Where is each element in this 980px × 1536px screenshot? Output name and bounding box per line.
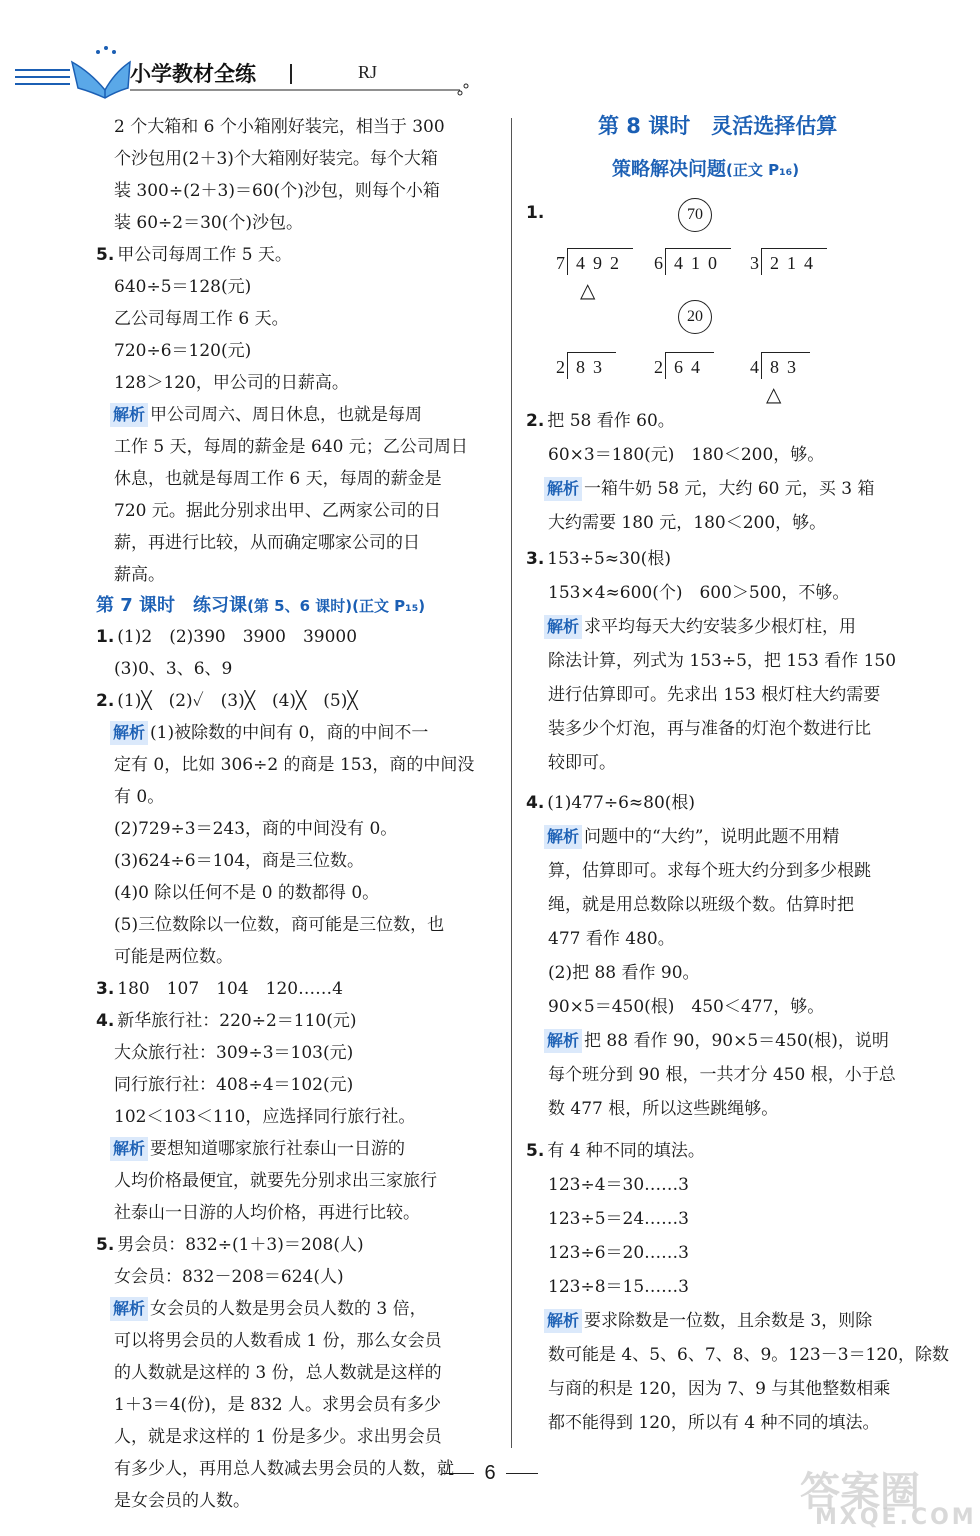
text-line: 123÷8＝15……3 <box>548 1277 689 1297</box>
question-number: 1. <box>96 627 115 648</box>
item-2 <box>526 408 675 434</box>
analysis-line <box>110 720 428 746</box>
strategy-subtitle: (正文 P₁₆) <box>726 161 800 179</box>
text-line: 都不能得到 120，所以有 4 种不同的填法。 <box>548 1413 880 1433</box>
text-line: 的人数就是这样的 3 份，总人数就是这样的 <box>114 1363 442 1384</box>
divisor: 4 <box>750 357 759 377</box>
lesson-subtitle: (第 5、6 课时)(正文 P₁₅) <box>247 597 426 616</box>
page-header <box>0 0 980 110</box>
question-number: 3. <box>526 549 545 569</box>
text-line: 2 个大箱和 6 个小箱刚好装完，相当于 300 <box>114 117 445 137</box>
analysis-tag: 解析 <box>544 825 582 849</box>
text-line: 工作 5 天，每周的薪金是 640 元；乙公司周日 <box>114 437 468 457</box>
item-1 <box>96 624 357 650</box>
watermark-logo: 答案圈 <box>800 1469 920 1515</box>
column-divider <box>511 118 512 1448</box>
text-line: 可以将男会员的人数看成 1 份，那么女会员 <box>114 1331 442 1352</box>
header-rule <box>130 82 610 102</box>
text-line: 求平均每天大约安装多少根灯柱，用 <box>584 617 857 637</box>
text-line: 算，估算即可。求每个班大约分到多少根跳 <box>548 861 871 881</box>
analysis-line <box>110 1136 405 1162</box>
page-dash <box>506 1473 538 1474</box>
dividend: 83 <box>567 352 616 379</box>
text-line: (1)2 (2)390 3900 39000 <box>117 627 358 648</box>
analysis-line <box>544 614 856 640</box>
text-line: 定有 0，比如 306÷2 的商是 153，商的中间没 <box>114 755 475 776</box>
text-line: 是女会员的人数。 <box>114 1491 250 1512</box>
long-division <box>654 248 731 275</box>
text-line: (4)0 除以任何不是 0 的数都得 0。 <box>114 883 380 904</box>
text-line: 装 60÷2＝30(个)沙包。 <box>114 213 303 233</box>
text-line: 有多少人，再用总人数减去男会员的人数，就 <box>114 1459 454 1480</box>
text-line: 128＞120，甲公司的日薪高。 <box>114 373 349 393</box>
lesson-8-heading: 第 8 课时 灵活选择估算 <box>598 114 838 138</box>
title-separator <box>290 64 292 84</box>
text-line: 甲公司每周工作 5 天。 <box>117 245 292 265</box>
text-line: (1)477÷6≈80(根) <box>547 793 696 813</box>
book-logo-icon <box>10 42 135 102</box>
analysis-tag: 解析 <box>544 1029 582 1053</box>
text-line: 除法计算，列式为 153÷5，把 153 看作 150 <box>548 651 897 671</box>
question-number: 5. <box>526 1141 545 1161</box>
text-line: 123÷5＝24……3 <box>548 1209 689 1229</box>
text-line: 人，就是求这样的 1 份是多少。求出男会员 <box>114 1427 442 1448</box>
text-line: 153÷5≈30(根) <box>547 549 671 569</box>
dividend: 214 <box>761 248 827 275</box>
dividend: 83 <box>761 352 810 379</box>
item-2 <box>96 688 358 714</box>
text-line: 720÷6＝120(元) <box>114 341 252 361</box>
text-line: 男会员：832÷(1＋3)＝208(人) <box>117 1235 364 1256</box>
text-line: 60×3＝180(元) 180＜200，够。 <box>548 445 825 465</box>
divisor: 2 <box>556 357 565 377</box>
question-number: 4. <box>526 793 545 813</box>
text-line: 薪高。 <box>114 565 165 585</box>
text-line: 180 107 104 120……4 <box>117 979 343 1000</box>
estimate-circle: 70 <box>678 198 712 232</box>
text-line: 一箱牛奶 58 元，大约 60 元，买 3 箱 <box>584 479 875 499</box>
watermark-url: MXQE.COM <box>815 1505 977 1530</box>
text-line: 477 看作 480。 <box>548 929 675 949</box>
text-line: (3)0、3、6、9 <box>114 659 233 680</box>
question-number: 5. <box>96 1235 115 1256</box>
text-line: 装多少个灯泡，再与准备的灯泡个数进行比 <box>548 719 871 739</box>
edition-label: RJ <box>358 62 378 82</box>
dividend: 492 <box>567 248 633 275</box>
strategy-heading <box>612 154 799 181</box>
divisor: 2 <box>654 357 663 377</box>
divisor: 3 <box>750 253 759 273</box>
analysis-line <box>544 1308 872 1334</box>
item-3 <box>96 976 343 1002</box>
text-line: 休息，也就是每周工作 6 天，每周的薪金是 <box>114 469 442 489</box>
text-line: 女会员：832－208＝624(人) <box>114 1267 344 1288</box>
text-line: 薪，再进行比较，从而确定哪家公司的日 <box>114 533 420 553</box>
question-number: 4. <box>96 1011 115 1032</box>
analysis-tag: 解析 <box>544 615 582 639</box>
dividend: 64 <box>665 352 714 379</box>
divisor: 6 <box>654 253 663 273</box>
analysis-line <box>544 824 839 850</box>
long-division <box>556 352 616 379</box>
question-number: 2. <box>96 691 115 712</box>
text-line: 153×4≈600(个) 600＞500，不够。 <box>548 583 850 603</box>
analysis-tag: 解析 <box>110 721 148 745</box>
analysis-line <box>544 476 875 502</box>
triangle-mark: △ <box>580 278 596 302</box>
item-5 <box>526 1138 705 1164</box>
long-division <box>750 352 810 379</box>
text-line: 把 58 看作 60。 <box>547 411 675 431</box>
text-line: 每个班分到 90 根，一共才分 450 根，小于总 <box>548 1065 896 1085</box>
estimate-circle: 20 <box>678 300 712 334</box>
text-line: 进行估算即可。先求出 153 根灯柱大约需要 <box>548 685 881 705</box>
text-line: 乙公司每周工作 6 天。 <box>114 309 289 329</box>
question-number-label: 1. <box>526 203 545 223</box>
divisor: 7 <box>556 253 565 273</box>
long-division <box>556 248 633 275</box>
text-line: 大众旅行社：309÷3＝103(元) <box>114 1043 354 1064</box>
analysis-tag: 解析 <box>110 1137 148 1161</box>
text-line: 数 477 根，所以这些跳绳够。 <box>548 1099 779 1119</box>
text-line: 女会员的人数是男会员人数的 3 倍， <box>150 1299 427 1320</box>
text-line: (2)729÷3＝243，商的中间没有 0。 <box>114 819 398 840</box>
text-line: 把 88 看作 90，90×5＝450(根)，说明 <box>584 1031 889 1051</box>
analysis-tag: 解析 <box>110 403 148 427</box>
text-line: 要求除数是一位数，且余数是 3，则除 <box>584 1311 873 1331</box>
text-line: 与商的积是 120，因为 7、9 与其他整数相乘 <box>548 1379 891 1399</box>
text-line: 90×5＝450(根) 450＜477，够。 <box>548 997 825 1017</box>
long-division <box>750 248 827 275</box>
text-line: 甲公司周六、周日休息，也就是每周 <box>150 405 423 425</box>
text-line: 同行旅行社：408÷4＝102(元) <box>114 1075 354 1096</box>
analysis-line <box>110 402 422 428</box>
text-line: 123÷6＝20……3 <box>548 1243 689 1263</box>
book-title: 小学教材全练 <box>130 62 256 86</box>
text-line: 数可能是 4、5、6、7、8、9。123－3＝120，除数 <box>548 1345 950 1365</box>
item-4 <box>96 1008 357 1034</box>
analysis-tag: 解析 <box>544 477 582 501</box>
text-line: 1＋3＝4(份)，是 832 人。求男会员有多少 <box>114 1395 441 1416</box>
text-line: 大约需要 180 元，180＜200，够。 <box>548 513 827 533</box>
text-line: 123÷4＝30……3 <box>548 1175 689 1195</box>
text-line: 720 元。据此分别求出甲、乙两家公司的日 <box>114 501 441 521</box>
strategy-title: 策略解决问题 <box>612 158 727 180</box>
question-number: 3. <box>96 979 115 1000</box>
text-line: 102＜103＜110，应选择同行旅行社。 <box>114 1107 416 1128</box>
question-5 <box>96 242 292 268</box>
lesson-7-heading <box>96 592 425 620</box>
text-line: 要想知道哪家旅行社泰山一日游的 <box>150 1139 406 1160</box>
text-line: 有 4 种不同的填法。 <box>547 1141 705 1161</box>
text-line: 装 300÷(2＋3)＝60(个)沙包，则每个小箱 <box>114 181 440 201</box>
text-line: 人均价格最便宜，就要先分别求出三家旅行 <box>114 1171 437 1192</box>
text-line: 社泰山一日游的人均价格，再进行比较。 <box>114 1203 420 1224</box>
text-line: (5)三位数除以一位数，商可能是三位数，也 <box>114 915 445 936</box>
text-line: (3)624÷6＝104，商是三位数。 <box>114 851 365 872</box>
text-line: 较即可。 <box>548 753 616 773</box>
analysis-line <box>110 1296 427 1322</box>
analysis-tag: 解析 <box>544 1309 582 1333</box>
analysis-line <box>544 1028 889 1054</box>
text-line: (1)╳ (2)✓ (3)╳ (4)╳ (5)╳ <box>117 691 358 712</box>
text-line: (1)被除数的中间有 0，商的中间不一 <box>150 723 429 744</box>
question-number: 5. <box>96 245 115 265</box>
dividend: 410 <box>665 248 731 275</box>
item-3 <box>526 546 671 572</box>
analysis-tag: 解析 <box>110 1297 148 1321</box>
triangle-mark: △ <box>766 382 782 406</box>
text-line: 640÷5＝128(元) <box>114 277 252 297</box>
question-number: 2. <box>526 411 545 431</box>
lesson-title: 第 7 课时 练习课 <box>96 595 248 617</box>
text-line: 个沙包用(2＋3)个大箱刚好装完。每个大箱 <box>114 149 438 169</box>
text-line: 有 0。 <box>114 787 165 808</box>
text-line: 问题中的“大约”，说明此题不用精 <box>584 827 840 847</box>
text-line: 绳，就是用总数除以班级个数。估算时把 <box>548 895 854 915</box>
question-number <box>526 200 547 226</box>
page-number-text: 6 <box>484 1462 496 1484</box>
long-division <box>654 352 714 379</box>
text-line: 新华旅行社：220÷2＝110(元) <box>117 1011 357 1032</box>
text-line: 可能是两位数。 <box>114 947 233 968</box>
item-5 <box>96 1232 364 1258</box>
item-4 <box>526 790 695 816</box>
text-line: (2)把 88 看作 90。 <box>548 963 700 983</box>
